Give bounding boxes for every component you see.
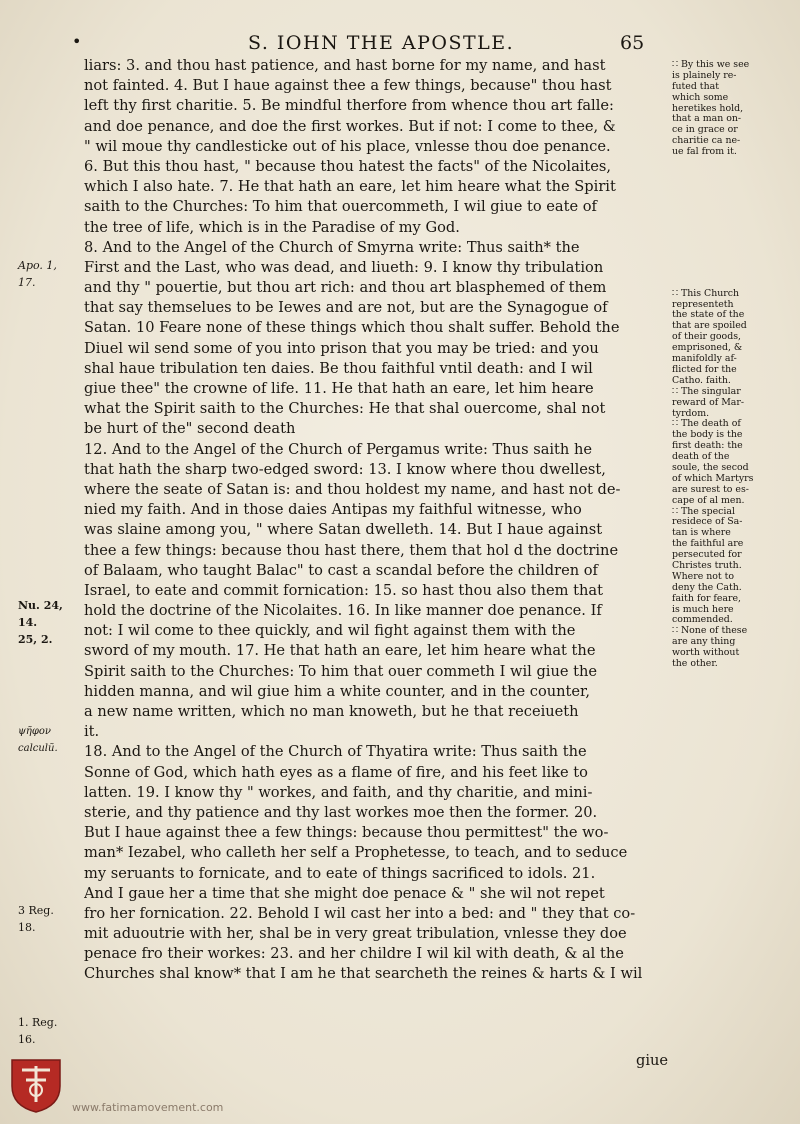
running-title: S. IOHN THE APOSTLE.: [248, 32, 515, 54]
margin-note-line: ∷ This Church: [672, 288, 740, 299]
margin-note-line: the state of the: [672, 310, 745, 321]
text-line: which I also hate. 7. He that hath an eare, let him heare what the Spirit: [84, 178, 616, 196]
header-mark: •: [72, 32, 82, 51]
text-line: fro her fornication. 22. Behold I wil cast her into a bed: and " they that co-: [84, 904, 636, 922]
text-line: " wil moue thy candlesticke out of his place, vnlesse thou doe penance.: [84, 137, 611, 155]
margin-note-line: worth without: [672, 648, 740, 659]
text-line: where the seate of Satan is: and thou holdest my name, and hast not de-: [84, 480, 621, 498]
text-line: latten. 19. I know thy " workes, and faith, and thy charitie, and mini-: [84, 783, 593, 801]
text-line: And I gaue her a time that she might doe penace & " she wil not repet: [84, 884, 605, 902]
margin-ref-3-kings: 3 Reg. 18.: [18, 904, 54, 934]
margin-note-line: ∷ The singular: [672, 386, 741, 397]
text-line: of Balaam, who taught Balac" to cast a scandal before the children of: [84, 561, 598, 579]
margin-note-line: manifoldly af-: [672, 354, 737, 365]
text-line: hold the doctrine of the Nicolaites. 16. In like manner doe penance. If: [84, 602, 602, 620]
margin-note-line: faith for feare,: [672, 593, 742, 604]
main-text: [84, 56, 672, 985]
margin-note-line: Where not to: [672, 571, 735, 582]
margin-ref-apocalypse: Apo. 1, 17.: [18, 259, 57, 289]
margin-note-line: [672, 245, 797, 256]
text-line: and doe penance, and doe the first workes. But if not: I come to thee, &: [84, 117, 616, 135]
text-line: shal haue tribulation ten daies. Be thou faithful vntil death: and I wil: [84, 359, 593, 377]
margin-note-line: are surest to es-: [672, 484, 749, 495]
margin-note-line: [672, 191, 797, 202]
margin-note-line: cape of al men.: [672, 495, 745, 506]
text-line: mit aduoutrie with her, shal be in very great tribulation, vnlesse they doe: [84, 925, 627, 943]
margin-note-line: [672, 212, 797, 223]
margin-note-line: [672, 256, 797, 267]
text-line: 18. And to the Angel of the Church of Thyatira write: Thus saith the: [84, 743, 587, 761]
text-line: 8. And to the Angel of the Church of Smyrna write: Thus saith* the: [84, 238, 580, 256]
margin-note-line: [672, 267, 797, 278]
text-line: liars: 3. and thou hast patience, and hast borne for my name, and hast: [84, 57, 606, 74]
page-number: 65: [620, 32, 645, 54]
margin-note-line: of their goods,: [672, 332, 741, 343]
text-line: nied my faith. And in those daies Antipas my faithful witnesse, who: [84, 501, 582, 519]
margin-note-line: ce in grace or: [672, 125, 738, 136]
text-line: not: I wil come to thee quickly, and wil fight against them with the: [84, 622, 576, 640]
text-line: Spirit saith to the Churches: To him that ouer commeth I wil giue the: [84, 662, 598, 680]
text-line: But I haue against thee a few things: because thou permittest" the wo-: [84, 824, 609, 842]
catchword: giue: [636, 1052, 669, 1069]
crest-icon: [8, 1056, 64, 1114]
text-line: 6. But this thou hast, " because thou hatest the facts" of the Nicolaites,: [84, 157, 612, 175]
margin-note-line: [672, 202, 797, 213]
margin-note-line: Catho. faith.: [672, 375, 731, 386]
text-line: the tree of life, which is in the Paradise of my God.: [84, 218, 460, 236]
margin-note-line: [672, 278, 797, 289]
text-line: that hath the sharp two-edged sword: 13. I know where thou dwellest,: [84, 460, 606, 478]
margin-note-line: first death: the: [672, 441, 743, 452]
margin-note-line: [672, 223, 797, 234]
text-line: my seruants to fornicate, and to eate of things sacrificed to idols. 21.: [84, 864, 596, 882]
margin-note-line: tan is where: [672, 528, 731, 539]
margin-note-line: that are spoiled: [672, 321, 747, 332]
margin-ref-numbers: Nu. 24, 14. 25, 2.: [18, 599, 63, 646]
margin-note-line: tyrdom.: [672, 408, 710, 419]
margin-ref-1-kings: 1. Reg. 16.: [18, 1016, 58, 1046]
margin-note-line: flicted for the: [672, 364, 737, 375]
text-line: Israel, to eate and commit fornication: 15. so hast thou also them that: [84, 581, 603, 599]
text-line: not fainted. 4. But I haue against thee a few things, because" thou hast: [84, 77, 612, 95]
margin-note-line: [672, 180, 797, 191]
text-line: Sonne of God, which hath eyes as a flame of fire, and his feet like to: [84, 763, 588, 781]
margin-note-line: commended.: [672, 615, 733, 626]
text-line: saith to the Churches: To him that ouercommeth, I wil giue to eate of: [84, 198, 597, 216]
text-line: that say themselues to be Iewes and are not, but are the Synagogue of: [84, 299, 608, 317]
text-line: hidden manna, and wil giue him a white counter, and in the counter,: [84, 682, 591, 700]
margin-note-line: death of the: [672, 452, 730, 463]
margin-note-line: ue fal from it.: [672, 147, 737, 158]
text-line: was slaine among you, " where Satan dwelleth. 14. But I haue against: [84, 521, 603, 539]
text-line: Churches shal know* that I am he that searcheth the reines & harts & I wil: [84, 965, 643, 983]
text-line: thee a few things: because thou hast there, them that hol d the doctrine: [84, 541, 619, 559]
margin-note-line: Christes truth.: [672, 560, 742, 571]
text-line: Diuel wil send some of you into prison that you may be tried: and you: [84, 339, 599, 357]
margin-note-line: the faithful are: [672, 539, 744, 550]
margin-note-line: ∷ The death of: [672, 419, 741, 430]
running-header: [0, 32, 800, 58]
margin-note-line: [672, 158, 797, 169]
margin-note-line: representeth: [672, 299, 734, 310]
text-line: penace fro their workes: 23. and her childre I wil kil with death, & al the: [84, 945, 624, 963]
margin-note-line: charitie ca ne-: [672, 136, 741, 147]
margin-note-line: the body is the: [672, 430, 743, 441]
website-watermark[interactable]: www.fatimamovement.com: [72, 1101, 224, 1114]
margin-note-line: [672, 169, 797, 180]
margin-note-line: residece of Sa-: [672, 517, 743, 528]
text-line: sterie, and thy patience and thy last workes moe then the former. 20.: [84, 803, 598, 821]
margin-note-line: the other.: [672, 658, 718, 669]
margin-note-line: persecuted for: [672, 550, 742, 561]
margin-note-line: futed that: [672, 81, 719, 92]
margin-note-line: ∷ None of these: [672, 626, 748, 637]
text-line: 12. And to the Angel of the Church of Pergamus write: Thus saith he: [84, 440, 592, 458]
margin-greek-note: ψῆφον calculũ.: [18, 726, 58, 754]
text-line: man* Iezabel, who calleth her self a Prophetesse, to teach, and to seduce: [84, 844, 628, 862]
text-line: Satan. 10 Feare none of these things which thou shalt suffer. Behold the: [84, 319, 620, 337]
text-line: and thy " pouertie, but thou art rich: and thou art blasphemed of them: [84, 279, 607, 297]
text-line: a new name written, which no man knoweth, but he that receiueth: [84, 703, 579, 720]
text-line: be hurt of the" second death: [84, 420, 296, 438]
margin-note-line: [672, 234, 797, 245]
text-line: giue thee" the crowne of life. 11. He that hath an eare, let him heare: [84, 380, 594, 397]
margin-note-line: is much here: [672, 604, 734, 615]
margin-note-line: ∷ By this we see: [672, 60, 750, 70]
margin-note-line: that a man on-: [672, 114, 742, 125]
margin-note-line: of which Martyrs: [672, 473, 754, 484]
margin-note-line: soule, the secod: [672, 462, 749, 473]
text-line: what the Spirit saith to the Churches: He that shal ouercome, shal not: [84, 400, 606, 418]
text-line: left thy first charitie. 5. Be mindful therfore from whence thou art falle:: [84, 97, 614, 115]
margin-note-line: is plainely re-: [672, 70, 737, 81]
margin-note-line: are any thing: [672, 637, 736, 648]
text-line: First and the Last, who was dead, and liueth: 9. I know thy tribulation: [84, 258, 604, 276]
margin-note-line: which some: [672, 92, 729, 103]
margin-note-line: heretikes hold,: [672, 103, 744, 114]
margin-note-line: deny the Cath.: [672, 582, 742, 593]
right-margin-notes: [672, 60, 797, 670]
text-line: sword of my mouth. 17. He that hath an eare, let him heare what the: [84, 642, 596, 660]
text-line: it.: [84, 723, 100, 741]
margin-note-line: reward of Mar-: [672, 397, 745, 408]
margin-note-line: emprisoned, &: [672, 343, 743, 354]
margin-note-line: ∷ The special: [672, 506, 735, 517]
